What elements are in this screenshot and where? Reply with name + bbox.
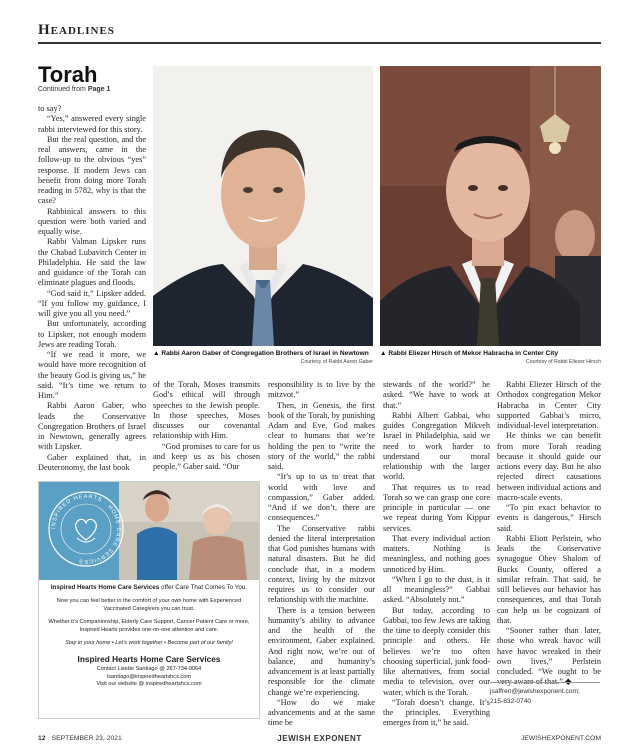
ad-lead: Inspired Hearts Home Care Services offer Care That Comes To You. <box>50 584 248 591</box>
article-paragraph: “Torah doesn’t change. It’s the principles. Everything emerges from it,” he said. <box>383 697 490 728</box>
article-paragraph: “Yes,” answered every single rabbi interviewed for this story. <box>38 114 146 134</box>
article-paragraph: “How do we make advancements and at the same time be <box>268 697 375 728</box>
author-phone: 215-832-0740 <box>490 697 532 705</box>
article-paragraph: of the Torah, Moses transmits God’s ethical will through speeches to the Jewish people. In those speeches, Moses discusses our covenantal relationship with Him. <box>153 380 260 441</box>
ad-paragraph-1: Now you can feel better in the comfort of your own home with Experienced Vaccinated Caregivers you can trust. <box>56 598 242 612</box>
article-paragraph: “It’s up to us to treat that world with love and compassion,” Gaber added. “And if we don’t, there are consequences.” <box>268 472 375 523</box>
ad-body <box>43 584 255 689</box>
article-paragraph: “If we read it more, we would have more recognition of the beauty God is giving us,” he said. “It’s time we return to Him.” <box>38 350 146 400</box>
author-signature <box>490 682 600 706</box>
svg-text:INSPIRED HEARTS · HOME CARE SE: INSPIRED HEARTS · HOME CARE SERVICES <box>50 493 122 565</box>
article-paragraph: Rabbi Albert Gabbai, who guides Congregation Mikveh Israel in Philadelphia, said we need to work harder to understand our moral relationship with the larger world. <box>383 410 490 482</box>
photo-rabbi-hirsch <box>380 66 601 346</box>
ad-paragraph-2: Whether it’s Companionship, Elderly Care Support, Cancer Patient Care or more, Inspired Hearts provides one-on-one attention and care. <box>48 619 250 633</box>
portrait-hirsch-image <box>380 66 601 346</box>
article-column-4 <box>383 380 490 729</box>
article-paragraph: “God said it,” Lipsker added. “If you follow my guidance, I will give you all you need.” <box>38 288 146 318</box>
article-paragraph: stewards of the world?” he asked. “We have to work at that.” <box>383 380 490 410</box>
article-paragraph: The Conservative rabbi denied the literal interpretation that God punishes humans with natural disasters. But he did conclude that, in a modern context, living by the mitzvot requires us to consider our relationship with the machine. <box>268 523 375 605</box>
article-paragraph: Then, in Genesis, the first book of the Torah, by punishing Adam and Eve, God makes clear to humans that we’re holding the pen to “write the story of the world,” the rabbi said. <box>268 400 375 471</box>
footer-website: JEWISHEXPONENT.COM <box>520 735 601 742</box>
footer-publication: JEWISH EXPONENT <box>277 734 362 743</box>
article-column-1 <box>38 104 146 473</box>
article-paragraph: Gaber explained that, in Deuteronomy, the last book <box>38 452 146 472</box>
article-column-3 <box>268 380 375 729</box>
article-paragraph: That every individual action matters. Nothing is meaningless, and nothing goes unnoticed by Him. <box>383 533 490 574</box>
article-paragraph: Rabbi Aaron Gaber, who leads the Conservative Congregation Brothers of Israel in Newtown, generally agrees with Lipsker. <box>38 401 146 452</box>
photo-rabbi-gaber <box>153 66 373 346</box>
ad-company-name: Inspired Hearts Home Care Services <box>77 654 221 665</box>
article-paragraph: “To pin exact behavior to events is dangerous,” Hirsch said. <box>497 503 601 533</box>
ad-photo-band <box>39 482 259 580</box>
article-paragraph: responsibility is to live by the mitzvot.” <box>268 380 375 400</box>
author-email: jsaffren@jewishexponent.com; <box>490 688 580 695</box>
article-paragraph: But the real question, and the real answers, came in the follow-up to the obvious “yes” response. If modern Jews can benefit from doing more Torah reading in 5782, why is that the case? <box>38 134 146 206</box>
article-paragraph: “God promises to care for us and keep us as his chosen people,” Gaber said. “Our <box>153 441 260 471</box>
article-paragraph: to say? <box>38 104 62 113</box>
photo-credit-hirsch: Courtesy of Rabbi Eliezer Hirsch <box>526 359 601 365</box>
portrait-gaber-image <box>153 66 373 346</box>
article-paragraph: “Sooner rather than later, those who wreak havoc will have havoc wreaked in their own lives,” Perlstein concluded. “We ought to be very aware of that.” ◆ <box>497 626 601 687</box>
article-paragraph: Rabbinical answers to this question were both varied and equally wise. <box>38 206 146 236</box>
article-column-2 <box>153 380 260 472</box>
photo-caption-hirsch: ▲ Rabbi Eliezer Hirsch of Mekor Habracha in Center City <box>380 350 559 357</box>
continued-from: Continued from Page 1 <box>38 86 111 93</box>
article-paragraph: Rabbi Eliezer Hirsch of the Orthodox congregation Mekor Habracha in Center City supported Gabbai’s micro, individual-level interpretation. <box>497 380 601 430</box>
article-paragraph: Rabbi Valman Lipsker runs the Chabad Lubavitch Center in Philadelphia. He said the law and guidance of the Torah can eliminate plagues and floods. <box>38 237 146 288</box>
article-paragraph: But today, according to Gabbai, too few Jews are taking the time to deeply consider this principle and others. He believes we’re too often choosing superficial, junk food-like alternatives, from social media to television, over our water, which is the Torah. <box>383 605 490 697</box>
photo-credit-gaber: Courtesy of Rabbi Aaron Gaber <box>300 359 373 365</box>
ad-contact-email: lsantiago@inspiredheartshcs.com <box>106 673 192 680</box>
footer-folio: 12 SEPTEMBER 23, 2021 <box>38 735 122 742</box>
article-paragraph: He thinks we can benefit from more Torah reading because it should guide our actions every day. But he also rejected direct causations between individual actions and macro-scale events. <box>497 431 601 502</box>
article-headline: Torah <box>38 62 98 87</box>
ad-tagline: Stay in your home • Let’s work together • Become part of our family! <box>65 640 233 647</box>
article-column-5 <box>497 380 601 688</box>
article-paragraph: That requires us to read Torah so we can grasp one core principle in particular — one we repeat during Yom Kippur services. <box>383 482 490 533</box>
advertisement-inspired-hearts <box>38 481 260 719</box>
ad-contact-website: Visit our website @ inspiredheartshcs.com <box>96 681 202 688</box>
article-paragraph: But unfortunately, according to Lipsker, not enough modern Jews are reading Torah. <box>38 319 146 349</box>
ad-contact-phone: Contact Lisette Santiago @ 267-734-9064 <box>96 666 202 673</box>
article-paragraph: There is a tension between humanity’s ability to advance and the health of the environment, Gaber explained. And right now, we’re out of balance, and humanity’s advancement is at least partially responsible for the climate change we’re experiencing. <box>268 605 375 697</box>
section-rule <box>38 42 601 44</box>
photo-caption-gaber: ▲ Rabbi Aaron Gaber of Congregation Brothers of Israel in Newtown <box>153 350 369 357</box>
ad-seal-logo <box>45 488 127 570</box>
article-paragraph: “When I go to the dust, is it all meaningless?” Gabbai asked. “Absolutely not.” <box>383 574 490 605</box>
article-paragraph: Rabbi Eliott Perlstein, who leads the Conservative synagogue Ohev Shalom of Bucks County, offered a similar refrain. That said, he still believes our behavior has consequences, and that Torah can help us be cognizant of that. <box>497 533 601 625</box>
section-header: Headlines <box>38 22 115 38</box>
